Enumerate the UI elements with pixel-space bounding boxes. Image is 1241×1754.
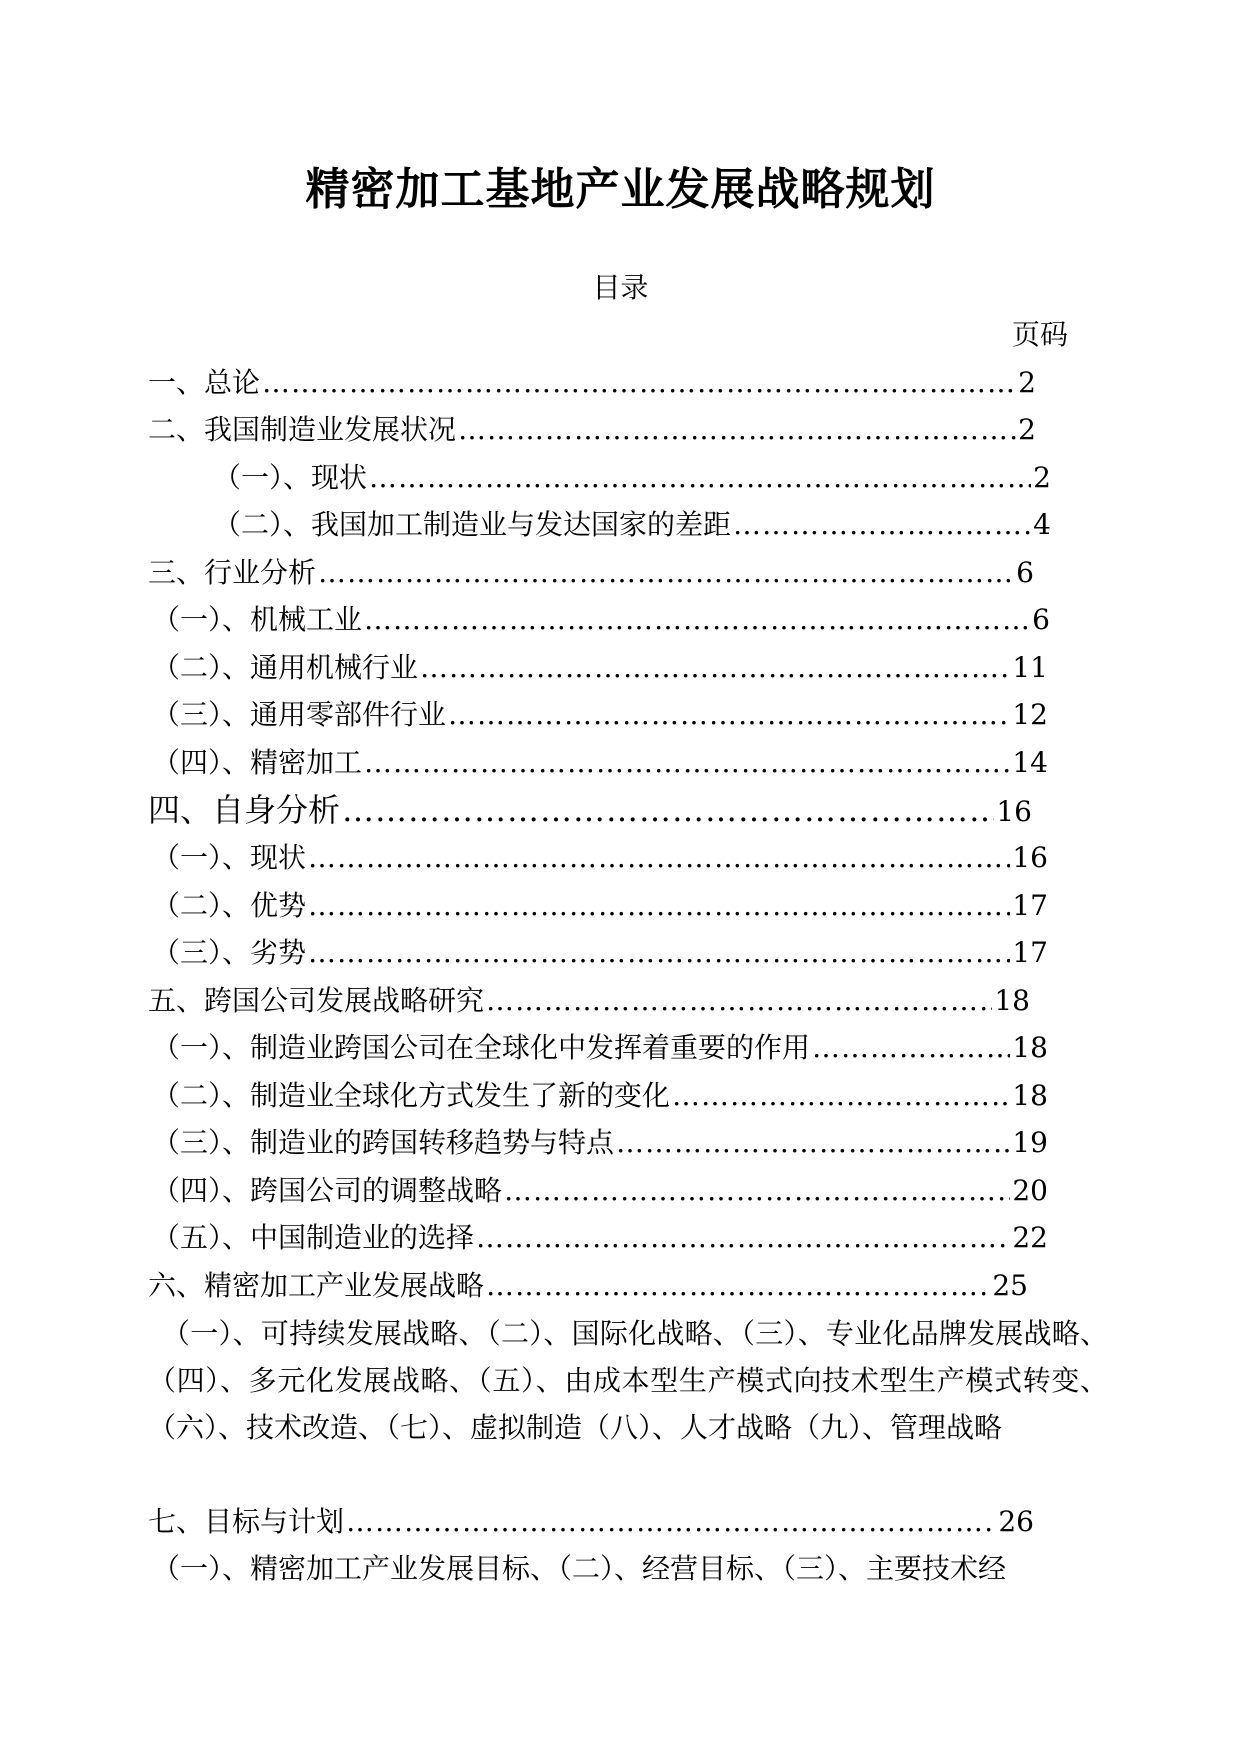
toc-entry-label: （三）、通用零部件行业	[152, 698, 447, 731]
toc-leader	[486, 981, 992, 1021]
toc-leader	[672, 1076, 1010, 1116]
toc-leader	[262, 363, 1016, 403]
toc-leader	[733, 505, 1031, 545]
toc-entry-label: （一）、制造业跨国公司在全球化中发挥着重要的作用	[152, 1031, 811, 1064]
toc-entry[interactable]	[148, 790, 1032, 832]
toc-entry-label: （一）、现状	[152, 841, 307, 874]
toc-entry[interactable]	[152, 886, 1048, 926]
toc-leader	[616, 1123, 1010, 1163]
toc-entry-page: 2	[1018, 366, 1036, 399]
toc-entry-label: 三、行业分析	[148, 556, 317, 589]
toc-entry[interactable]	[148, 981, 1030, 1021]
toc-entry[interactable]	[148, 553, 1034, 593]
section7-subitems: （一）、精密加工产业发展目标、（二）、经营目标、（三）、主要技术经	[152, 1552, 1007, 1585]
toc-entry[interactable]	[152, 933, 1048, 973]
toc-leader	[342, 790, 994, 830]
toc-entry-page: 26	[998, 1505, 1034, 1538]
toc-entry[interactable]	[152, 838, 1048, 878]
toc-leader	[364, 743, 1010, 783]
toc-entry-page: 19	[1012, 1126, 1048, 1159]
toc-entry-page: 6	[1016, 556, 1034, 589]
toc-leader	[812, 1028, 1010, 1068]
toc-leader	[420, 648, 1010, 688]
toc-entry-label: （二）、优势	[152, 889, 307, 922]
toc-entry[interactable]	[152, 695, 1048, 735]
toc-entry[interactable]	[148, 1502, 1034, 1542]
toc-entry-page: 6	[1032, 603, 1050, 636]
toc-entry[interactable]	[152, 1076, 1048, 1116]
toc-entry-page: 16	[1012, 841, 1048, 874]
toc-entry-page: 18	[1012, 1031, 1048, 1064]
toc-leader	[486, 1266, 990, 1306]
page-column-label: 页码	[1012, 318, 1069, 351]
toc-leader	[476, 1218, 1010, 1258]
toc-entry-label: 四、自身分析	[148, 791, 341, 829]
toc-heading: 目录	[592, 271, 649, 304]
toc-entry-page: 4	[1033, 508, 1051, 541]
toc-entry-page: 2	[1018, 413, 1036, 446]
toc-entry-page: 18	[994, 984, 1030, 1017]
toc-leader	[318, 553, 1014, 593]
toc-leader	[369, 458, 1031, 498]
toc-entry-page: 14	[1012, 746, 1048, 779]
toc-entry[interactable]	[152, 648, 1048, 688]
toc-entry-label: 六、精密加工产业发展战略	[148, 1269, 485, 1302]
toc-entry[interactable]	[152, 1171, 1048, 1211]
toc-entry-label: （五）、中国制造业的选择	[152, 1221, 475, 1254]
toc-entry[interactable]	[152, 1028, 1048, 1068]
toc-entry-page: 22	[1012, 1221, 1048, 1254]
toc-entry-page: 18	[1012, 1079, 1048, 1112]
document-title: 精密加工基地产业发展战略规划	[305, 164, 936, 215]
toc-entry-label: （四）、跨国公司的调整战略	[152, 1174, 503, 1207]
toc-entry[interactable]	[213, 505, 1051, 545]
toc-entry-label: 五、跨国公司发展战略研究	[148, 984, 485, 1017]
toc-leader	[346, 1502, 996, 1542]
toc-entry-page: 17	[1012, 936, 1048, 969]
toc-leader	[504, 1171, 1010, 1211]
toc-entry-label: 七、目标与计划	[148, 1505, 345, 1538]
toc-entry-label: 一、总论	[148, 366, 261, 399]
toc-entry[interactable]	[148, 410, 1036, 450]
toc-leader	[308, 933, 1010, 973]
toc-entry-page: 20	[1012, 1174, 1048, 1207]
toc-leader	[458, 410, 1016, 450]
toc-entry-page: 17	[1012, 889, 1048, 922]
toc-entry[interactable]	[152, 600, 1050, 640]
toc-entry-page: 25	[992, 1269, 1028, 1302]
toc-entry-page: 11	[1012, 651, 1048, 684]
toc-entry-label: （三）、制造业的跨国转移趋势与特点	[152, 1126, 615, 1159]
toc-entry[interactable]	[213, 458, 1051, 498]
toc-entry-page: 12	[1012, 698, 1048, 731]
toc-entry[interactable]	[152, 1218, 1048, 1258]
section6-subitems: （一）、可持续发展战略、（二）、国际化战略、（三）、专业化品牌发展战略、（四）、多元化发展战略、（五）、由成本型生产模式向技术型生产模式转变、（六）、技术改造、（七）、虚拟制造（八）、人才战略（九）、管理战略	[148, 1317, 1108, 1444]
toc-entry-label: （二）、制造业全球化方式发生了新的变化	[152, 1079, 671, 1112]
toc-leader	[308, 886, 1010, 926]
toc-entry-label: （一）、机械工业	[152, 603, 363, 636]
toc-entry-label: （三）、劣势	[152, 936, 307, 969]
toc-entry-label: （一）、现状	[213, 461, 368, 494]
toc-leader	[364, 600, 1030, 640]
toc-entry-label: （二）、通用机械行业	[152, 651, 419, 684]
toc-entry[interactable]	[152, 1123, 1048, 1163]
toc-entry[interactable]	[152, 743, 1048, 783]
toc-entry-label: （二）、我国加工制造业与发达国家的差距	[213, 508, 732, 541]
toc-leader	[448, 695, 1010, 735]
toc-leader	[308, 838, 1010, 878]
toc-entry-label: （四）、精密加工	[152, 746, 363, 779]
toc-entry-page: 16	[996, 795, 1032, 828]
toc-entry-label: 二、我国制造业发展状况	[148, 413, 457, 446]
toc-entry-page: 2	[1033, 461, 1051, 494]
toc-entry[interactable]	[148, 1266, 1028, 1306]
toc-entry[interactable]	[148, 363, 1036, 403]
